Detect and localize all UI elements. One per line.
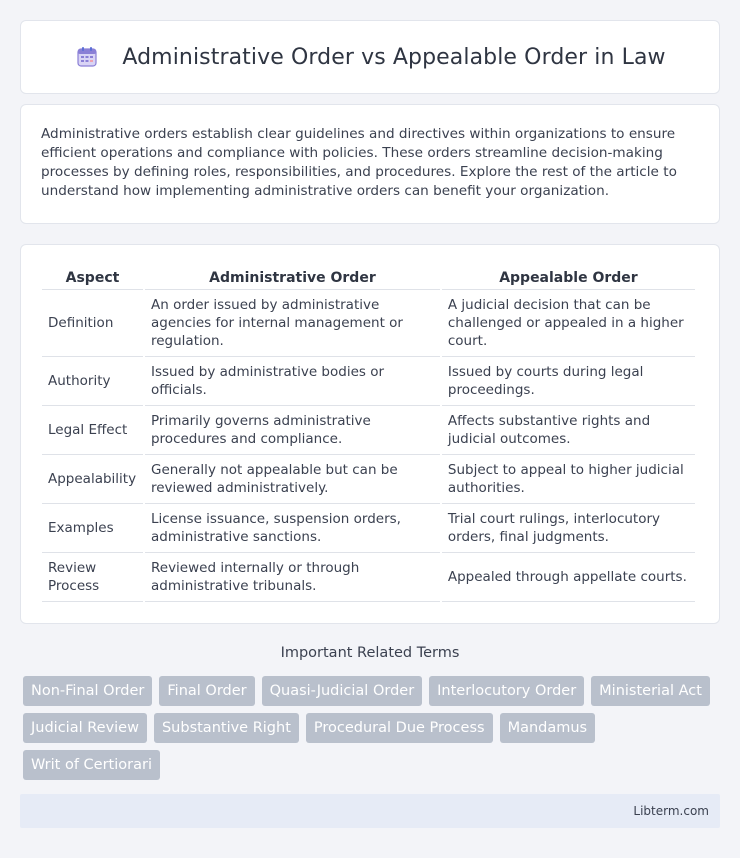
table-row xyxy=(42,455,695,504)
calendar-icon xyxy=(74,44,100,70)
related-term-tag[interactable]: Procedural Due Process xyxy=(306,713,493,743)
row-aspect: Authority xyxy=(42,357,143,406)
footer xyxy=(20,794,720,828)
table-row xyxy=(42,504,695,553)
row-aspect: Review Process xyxy=(42,553,143,602)
related-term-tag[interactable]: Quasi-Judicial Order xyxy=(262,676,423,706)
related-term-tag[interactable]: Non-Final Order xyxy=(23,676,152,706)
table-header-row xyxy=(42,265,695,290)
row-appealable: Affects substantive rights and judicial outcomes. xyxy=(442,406,695,455)
table-row xyxy=(42,553,695,602)
related-term-tag[interactable]: Writ of Certiorari xyxy=(23,750,160,780)
row-administrative: License issuance, suspension orders, administrative sanctions. xyxy=(145,504,440,553)
row-aspect: Appealability xyxy=(42,455,143,504)
table-row xyxy=(42,290,695,357)
row-administrative: Issued by administrative bodies or officials. xyxy=(145,357,440,406)
row-aspect: Legal Effect xyxy=(42,406,143,455)
intro-paragraph: Administrative orders establish clear guidelines and directives within organizations to ensure efficient operations and compliance with policies. These orders streamline decision-making processes by defining roles, responsibilities, and procedures. Explore the rest of the article to understand how implementing administrative orders can benefit your organization. xyxy=(41,126,677,199)
related-term-tag[interactable]: Judicial Review xyxy=(23,713,147,743)
related-term-tag[interactable]: Final Order xyxy=(159,676,254,706)
row-appealable: A judicial decision that can be challenged or appealed in a higher court. xyxy=(442,290,695,357)
related-term-tag[interactable]: Ministerial Act xyxy=(591,676,710,706)
related-term-tag[interactable]: Mandamus xyxy=(500,713,596,743)
table-row xyxy=(42,406,695,455)
row-administrative: Generally not appealable but can be reviewed administratively. xyxy=(145,455,440,504)
footer-site-link[interactable]: Libterm.com xyxy=(633,804,709,818)
related-term-tag[interactable]: Substantive Right xyxy=(154,713,299,743)
row-administrative: Primarily governs administrative procedures and compliance. xyxy=(145,406,440,455)
row-aspect: Examples xyxy=(42,504,143,553)
related-term-tag[interactable]: Interlocutory Order xyxy=(429,676,584,706)
page-title: Administrative Order vs Appealable Order in Law xyxy=(122,44,666,70)
row-administrative: Reviewed internally or through administrative tribunals. xyxy=(145,553,440,602)
comparison-table xyxy=(40,265,697,602)
header-aspect: Aspect xyxy=(42,265,143,290)
related-terms-heading: Important Related Terms xyxy=(280,645,460,661)
row-appealable: Issued by courts during legal proceedings. xyxy=(442,357,695,406)
row-appealable: Trial court rulings, interlocutory orders, final judgments. xyxy=(442,504,695,553)
header-administrative-order: Administrative Order xyxy=(145,265,440,290)
header-appealable-order: Appealable Order xyxy=(442,265,695,290)
row-administrative: An order issued by administrative agencies for internal management or regulation. xyxy=(145,290,440,357)
row-appealable: Appealed through appellate courts. xyxy=(442,553,695,602)
related-terms-list xyxy=(23,676,713,780)
row-aspect: Definition xyxy=(42,290,143,357)
title-card xyxy=(20,20,720,94)
row-appealable: Subject to appeal to higher judicial authorities. xyxy=(442,455,695,504)
comparison-card xyxy=(20,244,720,624)
intro-card xyxy=(20,104,720,224)
table-row xyxy=(42,357,695,406)
